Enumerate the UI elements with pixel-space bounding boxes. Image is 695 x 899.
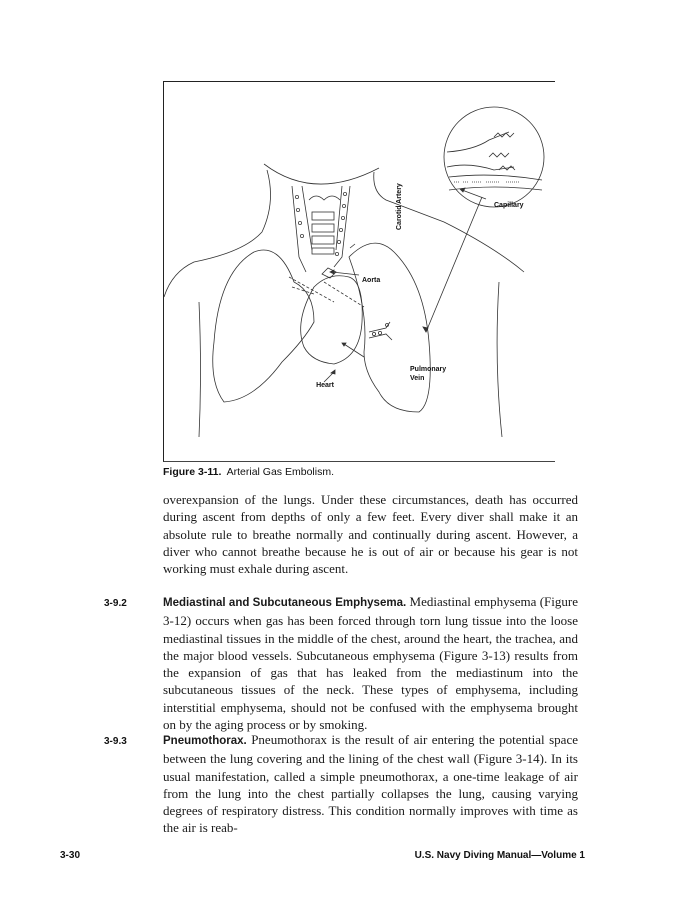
left-torso-outline bbox=[199, 302, 201, 437]
arrow-to-lung bbox=[426, 197, 482, 332]
section-3-9-2-title: Mediastinal and Subcutaneous Emphysema. bbox=[163, 597, 407, 609]
section-number-3-9-3: 3-9.3 bbox=[104, 736, 127, 747]
label-aorta: Aorta bbox=[362, 277, 381, 284]
label-pulmonary: Pulmonary bbox=[410, 366, 447, 373]
page-number: 3-30 bbox=[60, 850, 81, 861]
figure-caption-number: Figure 3-11. bbox=[163, 466, 222, 478]
left-lung bbox=[213, 250, 314, 402]
section-3-9-3-paragraph bbox=[163, 731, 578, 837]
label-capillary: Capillary bbox=[494, 202, 524, 209]
right-torso-outline bbox=[497, 282, 502, 437]
anatomy-illustration bbox=[164, 82, 556, 463]
figure-caption bbox=[163, 466, 334, 478]
figure-arterial-gas-embolism bbox=[163, 81, 555, 462]
label-heart: Heart bbox=[316, 382, 334, 389]
magnified-capillary-view bbox=[444, 107, 544, 207]
intro-paragraph: overexpansion of the lungs. Under these circumstances, death has occurred during ascent from depths of only a few feet. Every diver shall make it an absolute rule to breathe normally and continually during ascent. However, a diver who cannot breathe because he is out of air or because his gear is not working must exhale during ascent. bbox=[163, 492, 578, 577]
section-3-9-2-paragraph bbox=[163, 593, 578, 733]
heart bbox=[301, 276, 363, 364]
section-3-9-3-title: Pneumothorax. bbox=[163, 735, 247, 747]
label-carotid-artery: Carotid Artery bbox=[396, 183, 403, 230]
left-shoulder-outline bbox=[164, 170, 271, 297]
manual-title: U.S. Navy Diving Manual—Volume 1 bbox=[414, 850, 585, 861]
head-outline bbox=[264, 164, 379, 184]
label-vein: Vein bbox=[410, 375, 425, 382]
figure-caption-text: Arterial Gas Embolism. bbox=[226, 466, 334, 478]
section-3-9-2-text: Mediastinal emphysema (Figure 3-12) occurs when gas has been forced through torn lung tissue into the loose mediastinal tissues in the middle of the chest, around the heart, the trachea, and the major blood vessels. Subcutaneous emphysema (Figure 3-13) results from the expansion of gas that has leaked from the mediastinum into the subcutaneous tissues of the neck. These types of emphysema, including interstitial emphysema, should not be confused with the emphysema brought on by the aging process or by smoking. bbox=[163, 594, 578, 733]
section-number-3-9-2: 3-9.2 bbox=[104, 598, 127, 609]
section-3-9-3-text: Pneumothorax is the result of air entering the potential space between the lung covering and the lining of the chest wall (Figure 3-14). In its usual manifestation, called a simple pneumothorax, a one-time leakage of air from the lung into the chest partially collapses the lung, causing varying degrees of respiratory distress. This condition normally improves with time as the air is reab- bbox=[163, 732, 578, 836]
